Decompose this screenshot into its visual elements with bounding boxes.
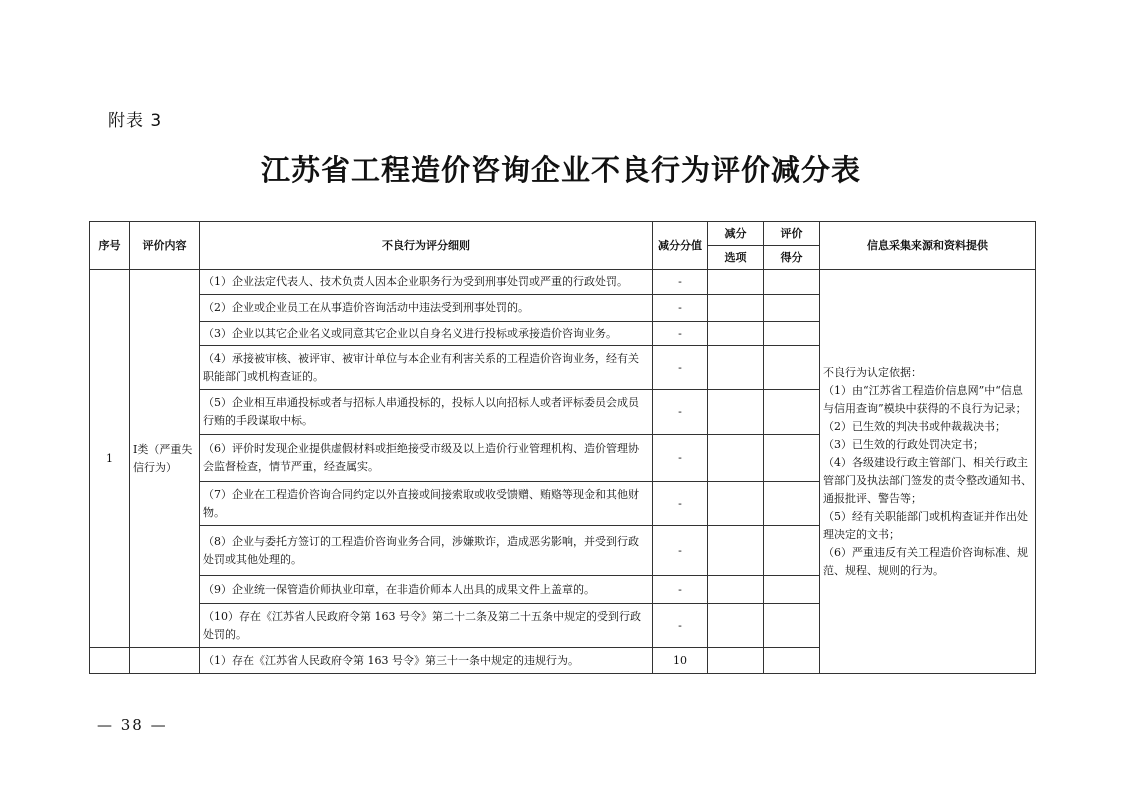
header-info: 信息采集来源和资料提供 <box>820 222 1036 270</box>
table-row <box>90 270 1036 295</box>
detail-cell: （10）存在《江苏省人民政府令第 163 号令》第二十二条及第二十五条中规定的受到行政处罚的。 <box>200 604 653 648</box>
value-cell: - <box>653 482 708 526</box>
score-cell[interactable] <box>764 346 820 390</box>
option-cell[interactable] <box>708 648 764 674</box>
detail-cell: （4）承接被审核、被评审、被审计单位与本企业有利害关系的工程造价咨询业务，经有关职能部门或机构查证的。 <box>200 346 653 390</box>
header-score-top: 评价 <box>764 222 820 246</box>
value-cell: - <box>653 295 708 322</box>
value-cell: - <box>653 322 708 346</box>
value-cell: 10 <box>653 648 708 674</box>
group1-category: Ⅰ类（严重失信行为） <box>130 270 200 648</box>
option-cell[interactable] <box>708 346 764 390</box>
detail-cell: （3）企业以其它企业名义或同意其它企业以自身名义进行投标或承接造价咨询业务。 <box>200 322 653 346</box>
option-cell[interactable] <box>708 295 764 322</box>
deduction-table <box>89 221 1036 674</box>
score-cell[interactable] <box>764 295 820 322</box>
detail-cell: （7）企业在工程造价咨询合同约定以外直接或间接索取或收受馈赠、贿赂等现金和其他财物。 <box>200 482 653 526</box>
detail-cell: （9）企业统一保管造价师执业印章，在非造价师本人出具的成果文件上盖章的。 <box>200 576 653 604</box>
score-cell[interactable] <box>764 270 820 295</box>
option-cell[interactable] <box>708 576 764 604</box>
score-cell[interactable] <box>764 435 820 482</box>
header-detail: 不良行为评分细则 <box>200 222 653 270</box>
header-deduction-bottom: 选项 <box>708 246 764 270</box>
score-cell[interactable] <box>764 482 820 526</box>
page-number: — 38 — <box>97 716 168 734</box>
info-item: （2）已生效的判决书或仲裁裁决书； <box>823 419 1006 433</box>
page-title: 江苏省工程造价咨询企业不良行为评价减分表 <box>260 153 861 187</box>
value-cell: - <box>653 604 708 648</box>
info-source-cell <box>820 270 1036 674</box>
info-item: （3）已生效的行政处罚决定书； <box>823 437 984 451</box>
group2-seq <box>90 648 130 674</box>
info-item: （4）各级建设行政主管部门、相关行政主管部门及执法部门签发的责令整改通知书、通报批评、警告等； <box>823 455 1032 505</box>
header-deduction-value: 减分分值 <box>653 222 708 270</box>
value-cell: - <box>653 526 708 576</box>
score-cell[interactable] <box>764 576 820 604</box>
value-cell: - <box>653 576 708 604</box>
header-deduction-top: 减分 <box>708 222 764 246</box>
detail-cell: （6）评价时发现企业提供虚假材料或拒绝接受市级及以上造价行业管理机构、造价管理协会监督检查，情节严重，经查属实。 <box>200 435 653 482</box>
score-cell[interactable] <box>764 648 820 674</box>
info-item: （6）严重违反有关工程造价咨询标准、规范、规程、规则的行为。 <box>823 545 1028 577</box>
detail-cell: （2）企业或企业员工在从事造价咨询活动中违法受到刑事处罚的。 <box>200 295 653 322</box>
score-cell[interactable] <box>764 526 820 576</box>
header-content: 评价内容 <box>130 222 200 270</box>
option-cell[interactable] <box>708 322 764 346</box>
value-cell: - <box>653 435 708 482</box>
score-cell[interactable] <box>764 322 820 346</box>
group2-category <box>130 648 200 674</box>
info-item: （1）由“江苏省工程造价信息网”中“信息与信用查询”模块中获得的不良行为记录； <box>823 383 1027 415</box>
appendix-label: 附表 3 <box>108 111 163 131</box>
header-score-bottom: 得分 <box>764 246 820 270</box>
detail-cell: （1）存在《江苏省人民政府令第 163 号令》第三十一条中规定的违规行为。 <box>200 648 653 674</box>
info-intro: 不良行为认定依据： <box>823 365 922 379</box>
value-cell: - <box>653 270 708 295</box>
value-cell: - <box>653 390 708 435</box>
option-cell[interactable] <box>708 604 764 648</box>
option-cell[interactable] <box>708 526 764 576</box>
option-cell[interactable] <box>708 270 764 295</box>
score-cell[interactable] <box>764 390 820 435</box>
option-cell[interactable] <box>708 435 764 482</box>
option-cell[interactable] <box>708 390 764 435</box>
score-cell[interactable] <box>764 604 820 648</box>
detail-cell: （8）企业与委托方签订的工程造价咨询业务合同，涉嫌欺诈，造成恶劣影响，并受到行政处罚或其他处理的。 <box>200 526 653 576</box>
option-cell[interactable] <box>708 482 764 526</box>
detail-cell: （1）企业法定代表人、技术负责人因本企业职务行为受到刑事处罚或严重的行政处罚。 <box>200 270 653 295</box>
info-item: （5）经有关职能部门或机构查证并作出处理决定的文书； <box>823 509 1028 541</box>
header-seq: 序号 <box>90 222 130 270</box>
detail-cell: （5）企业相互串通投标或者与招标人串通投标的，投标人以向招标人或者评标委员会成员行贿的手段谋取中标。 <box>200 390 653 435</box>
value-cell: - <box>653 346 708 390</box>
group1-seq: 1 <box>90 270 130 648</box>
